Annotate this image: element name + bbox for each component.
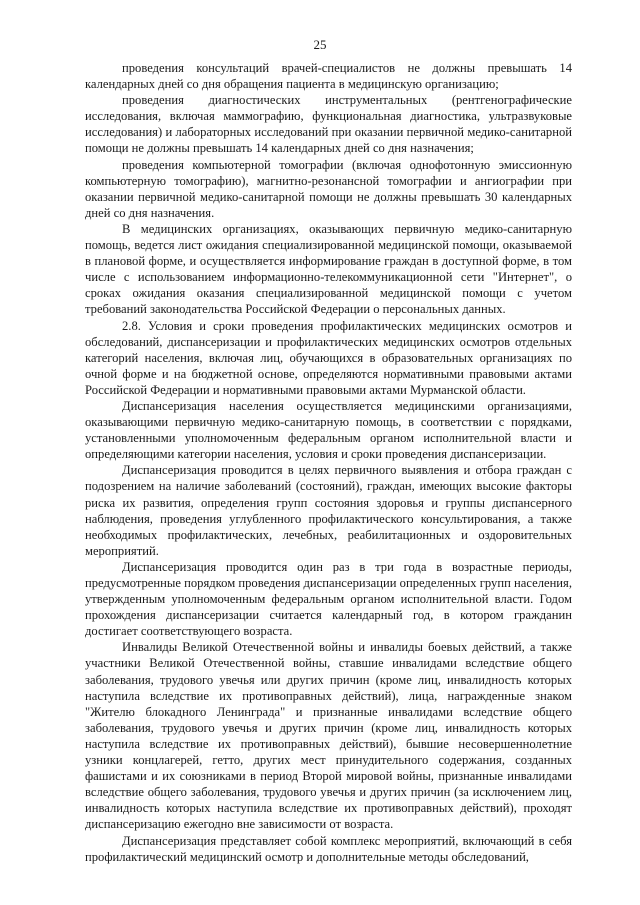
paragraph-annual-dispensary: Инвалиды Великой Отечественной войны и инвалиды боевых действий, а также участники Великой Отечественной войны, ставшие инвалидами вследствие общего заболевания, трудового увечья или других причин (кроме лиц, инвалидность которых наступила вследствие их противоправных действий), лица, награжденные знаком "Жителю блокадного Ленинграда" и признанные инвалидами вследствие общего заболевания, трудового увечья и других причин (кроме лиц, инвалидность которых наступила вследствие их противоправных действий), бывшие несовершеннолетние узники концлагерей, гетто, других мест принудительного содержания, созданных фашистами и их союзниками в период Второй мировой войны, признанные инвалидами вследствие общего заболевания, трудового увечья и других причин (за исключением лиц, инвалидность которых наступила вследствие их противоправных действий), проходят диспансеризацию ежегодно вне зависимости от возраста.	[85, 640, 572, 832]
document-body	[85, 60, 572, 865]
paragraph-dispensary-definition: Диспансеризация представляет собой комплекс мероприятий, включающий в себя профилактический медицинский осмотр и дополнительные методы обследований,	[85, 833, 572, 864]
paragraph-section-2-8: 2.8. Условия и сроки проведения профилактических медицинских осмотров и обследований, диспансеризации и профилактических медицинских осмотров отдельных категорий населения, включая лиц, обучающихся в образовательных организациях по очной форме и на бюджетной основе, определяются нормативными правовыми актами Российской Федерации и нормативными правовыми актами Мурманской области.	[85, 318, 572, 397]
paragraph-dispensary-frequency: Диспансеризация проводится один раз в три года в возрастные периоды, предусмотренные порядком проведения диспансеризации определенных групп населения, утвержденным уполномоченным федеральным органом исполнительной власти. Годом прохождения диспансеризации считается календарный год, в котором гражданин достигает соответствующего возраста.	[85, 559, 572, 639]
paragraph-waiting-list: В медицинских организациях, оказывающих первичную медико-санитарную помощь, ведется лист ожидания специализированной медицинской помощи, оказываемой в плановой форме, и осуществляется информирование граждан в доступной форме, в том числе с использованием информационно-телекоммуникационной сети "Интернет", о сроках ожидания оказания специализированной медицинской помощи с учетом требований законодательства Российской Федерации о персональных данных.	[85, 221, 572, 317]
paragraph-consultation-terms: проведения консультаций врачей-специалистов не должны превышать 14 календарных дней со дня обращения пациента в медицинскую организацию;	[85, 61, 572, 92]
page-number: 25	[313, 37, 327, 52]
paragraph-diagnostic-terms: проведения диагностических инструментальных (рентгенографические исследования, включая маммографию, функциональная диагностика, ультразвуковые исследования) и лабораторных исследований при оказании первичной медико-санитарной помощи не должны превышать 14 календарных дней со дня назначения;	[85, 93, 572, 156]
paragraph-dispensary-goals: Диспансеризация проводится в целях первичного выявления и отбора граждан с подозрением на наличие заболеваний (состояний), граждан, имеющих высокие факторы риска их развития, определения групп состояния здоровья и группы диспансерного наблюдения, проведения углубленного профилактического консультирования, а также необходимых профилактических, лечебных, реабилитационных и оздоровительных мероприятий.	[85, 463, 572, 558]
paragraph-dispensary-providers: Диспансеризация населения осуществляется медицинскими организациями, оказывающими первичную медико-санитарную помощь, в соответствии с порядками, установленными уполномоченным федеральным органом исполнительной власти и определяющими категории населения, условия и сроки проведения диспансеризации.	[85, 398, 572, 462]
paragraph-tomography-terms: проведения компьютерной томографии (включая однофотонную эмиссионную компьютерную томографию), магнитно-резонансной томографии и ангиографии при оказании первичной медико-санитарной помощи не должны превышать 30 календарных дней со дня назначения.	[85, 157, 572, 220]
